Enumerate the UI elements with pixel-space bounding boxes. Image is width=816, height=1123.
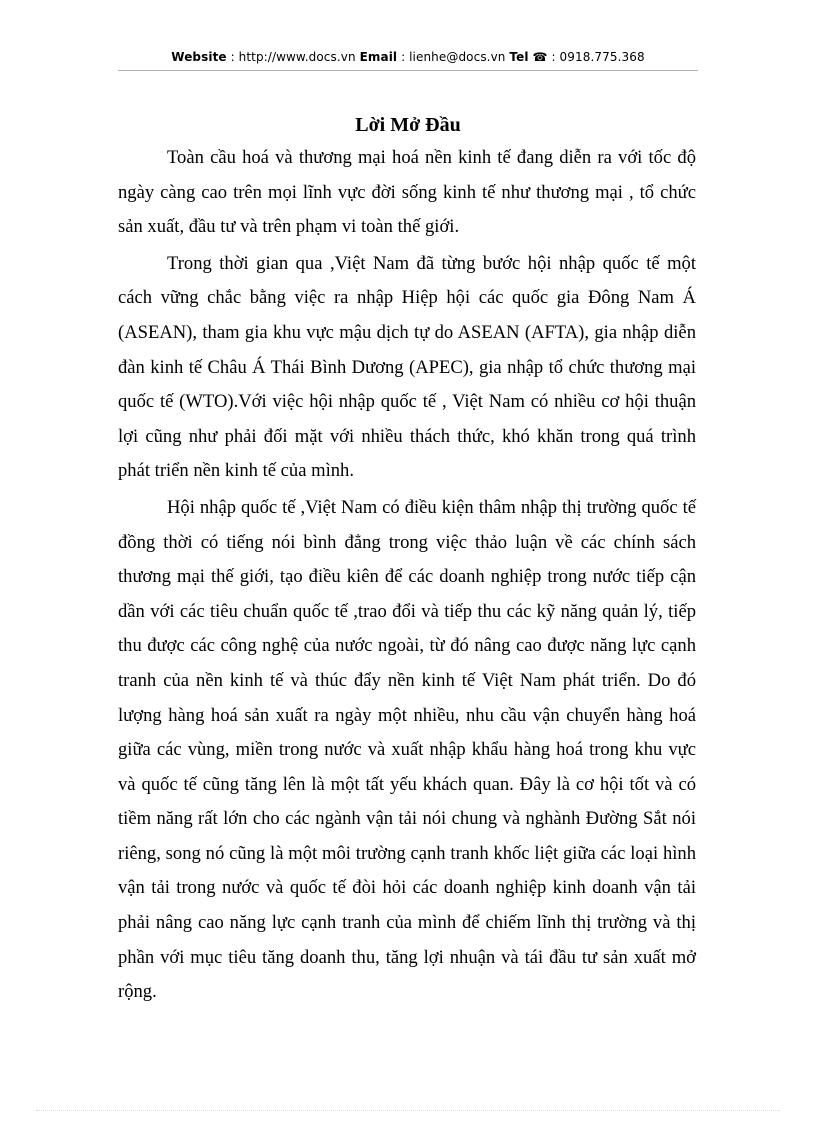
paragraph-3: Hội nhập quốc tế ,Việt Nam có điều kiện thâm nhập thị trường quốc tế đồng thời có tiếng nói bình đẳng trong việc thảo luận về các chính sách thương mại thế giới, tạo điều kiên để các doanh nghiệp trong nước tiếp cận dần với các tiêu chuẩn quốc tế ,trao đổi và tiếp thu các kỹ năng quản lý, tiếp thu được các công nghệ của nước ngoài, từ đó nâng cao được năng lực cạnh tranh của nền kinh tế và thúc đẩy nền kinh tế Việt Nam phát triển. Do đó lượng hàng hoá sản xuất ra ngày một nhiều, nhu cầu vận chuyển hàng hoá giữa các vùng, miền trong nước và xuất nhập khẩu hàng hoá trong khu vực và quốc tế cũng tăng lên là một tất yếu khách quan. Đây là cơ hội tốt và có tiềm năng rất lớn cho các ngành vận tải nói chung và nghành Đường Sắt nói riêng, song nó cũng là một môi trường cạnh tranh khốc liệt giữa các loại hình vận tải trong nước và quốc tế đòi hỏi các doanh nghiệp kinh doanh vận tải phải nâng cao năng lực cạnh tranh của mình để chiếm lĩnh thị trường và thị phần với mục tiêu tăng doanh thu, tăng lợi nhuận và tái đầu tư sản xuất mở rộng.: [118, 496, 696, 1003]
website-url[interactable]: : http://www.docs.vn: [230, 50, 356, 64]
document-body: [118, 141, 696, 1012]
paragraph-2: Trong thời gian qua ,Việt Nam đã từng bước hội nhập quốc tế một cách vững chắc bằng việc ra nhập Hiệp hội các quốc gia Đông Nam Á (ASEAN), tham gia khu vực mậu dịch tự do ASEAN (AFTA), gia nhập diễn đàn kinh tế Châu Á Thái Bình Dương (APEC), gia nhập tổ chức thương mại quốc tế (WTO).Với việc hội nhập quốc tế , Việt Nam có nhiều cơ hội thuận lợi cũng như phải đối mặt với nhiều thách thức, khó khăn trong quá trình phát triển nền kinh tế của mình.: [118, 252, 696, 482]
footer-divider: [36, 1110, 780, 1111]
email-address[interactable]: : lienhe@docs.vn: [401, 50, 506, 64]
tel-label: Tel: [509, 50, 529, 64]
page-header: [118, 50, 698, 64]
tel-number: : 0918.775.368: [551, 50, 645, 64]
website-label: Website: [171, 50, 227, 64]
paragraph-1: Toàn cầu hoá và thương mại hoá nền kinh tế đang diễn ra với tốc độ ngày càng cao trên mọi lĩnh vực đời sống kinh tế như thương mại , tổ chức sản xuất, đầu tư và trên phạm vi toàn thế giới.: [118, 147, 696, 238]
header-divider: [118, 70, 698, 71]
email-label: Email: [359, 50, 398, 64]
telephone-icon: ☎: [532, 50, 548, 64]
document-title: Lời Mở Đầu: [355, 114, 461, 136]
